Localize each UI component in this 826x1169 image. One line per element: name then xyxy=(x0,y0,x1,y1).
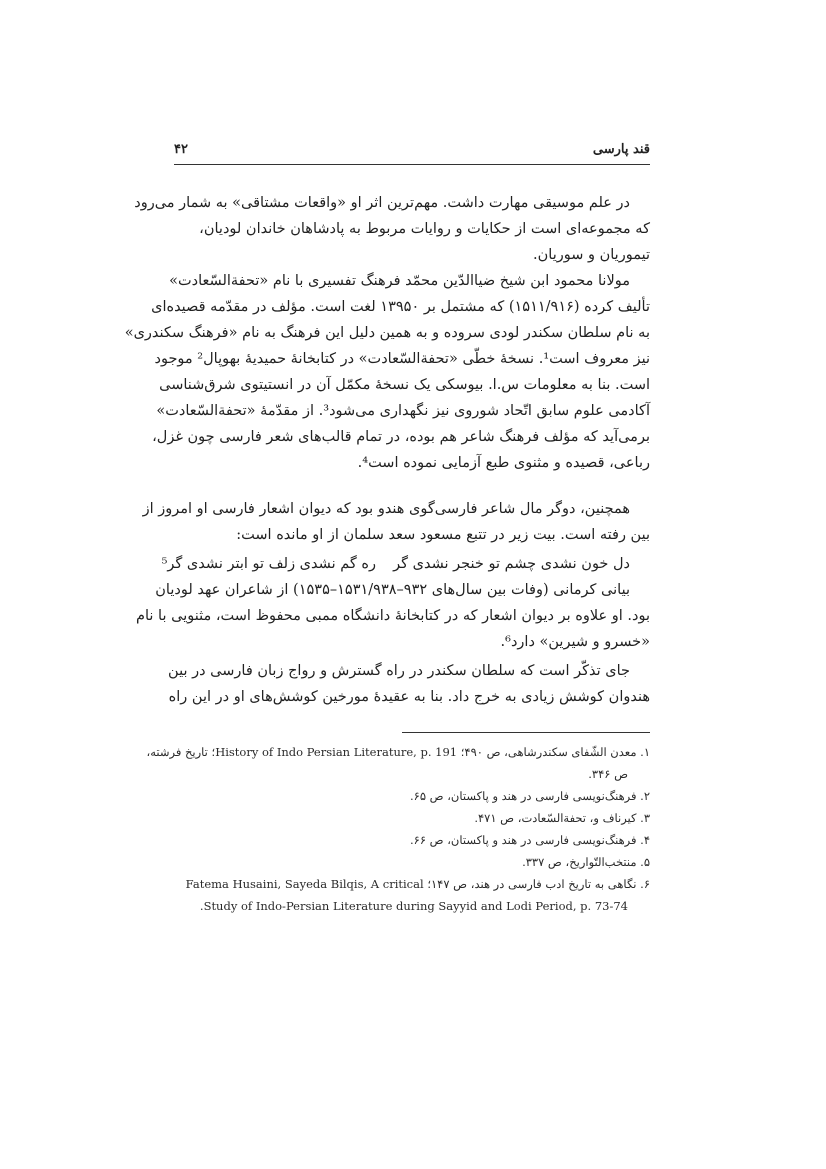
paragraph-line: «خسرو و شیرین» دارد⁶. xyxy=(500,634,650,650)
footnote: ۶. نگاهی به تاریخ ادب فارسی در هند، ص ۱۴۷؛ Fatema Husaini, Sayeda Bilqis, A critical xyxy=(185,877,650,891)
poem-verse xyxy=(161,551,630,577)
paragraph-line: تألیف کرده (۱۵۱۱/۹۱۶) که مشتمل بر ۱۳۹۵۰ لغت است. مؤلف در مقدّمه قصیده‌ای xyxy=(151,299,650,315)
paragraph-line: بیانی کرمانی (وفات بین سال‌های ۹۳۲–۱۵۳۱/۹۳۸–۱۵۳۵) از شاعران عهد لودیان xyxy=(155,582,630,598)
footnote-continuation: Study of Indo-Persian Literature during Sayyid and Lodi Period, p. 73-74. xyxy=(199,899,628,913)
book-title: قند پارسی xyxy=(592,142,650,157)
footnote: ۵. منتخب‌التّواریخ، ص ۳۳۷. xyxy=(522,855,650,869)
paragraph-line: بود. او علاوه بر دیوان اشعار که در کتابخانهٔ دانشگاه ممبی محفوظ است، مثنویی با نام xyxy=(136,608,650,624)
running-header xyxy=(174,142,650,165)
footnote: ۳. کیرناف و، تحفةالسّعادت، ص ۴۷۱. xyxy=(474,811,650,825)
paragraph-line: در علم موسیقی مهارت داشت. مهم‌ترین اثر او «واقعات مشتاقی» به شمار می‌رود xyxy=(134,195,630,211)
footnote: ۱. معدن الشّفای سکندرشاهی، ص ۴۹۰؛ History of Indo Persian Literature, p. 191؛ تاریخ فرشته، xyxy=(146,745,650,759)
paragraph-line: که مجموعه‌ای است از حکایات و روایات مربوط به پادشاهان خاندان لودیان، xyxy=(199,221,650,237)
paragraph-line: است. بنا به معلومات س.ا. بیوسکی یک نسخهٔ مکمّل آن در انستیتوی شرق‌شناسی xyxy=(159,377,650,393)
verse-hemistich-second: ره گم نشدی زلف تو ابتر نشدی گر⁵ xyxy=(161,556,376,572)
verse-hemistich-first: دل خون نشدی چشم تو خنجر نشدی گر xyxy=(393,556,630,572)
paragraph-line: به نام سلطان سکندر لودی سروده و به همین دلیل این فرهنگ به نام «فرهنگ سکندری» xyxy=(124,325,650,341)
paragraph-line: هندوان کوشش زیادی به خرج داد. بنا به عقیدهٔ مورخین کوشش‌های او در این راه xyxy=(168,689,650,705)
paragraph-line: مولانا محمود ابن شیخ ضیاالدّین محمّد فرهنگ تفسیری با نام «تحفةالسّعادت» xyxy=(169,273,630,289)
paragraph-line: نیز معروف است¹. نسخهٔ خطّی «تحفةالسّعادت» در کتابخانهٔ حمیدیهٔ بهوپال² موجود xyxy=(154,351,650,367)
footnote: ۲. فرهنگ‌نویسی فارسی در هند و پاکستان، ص ۶۵. xyxy=(409,789,650,803)
paragraph-line: برمی‌آید که مؤلف فرهنگ شاعر هم بوده، در تمام قالب‌های شعر فارسی چون غزل، xyxy=(152,429,650,445)
paragraph-line: آکادمی علوم سابق اتّحاد شوروی نیز نگهداری می‌شود³. از مقدّمهٔ «تحفةالسّعادت» xyxy=(156,403,650,419)
footnote: ۴. فرهنگ‌نویسی فارسی در هند و پاکستان، ص ۶۶. xyxy=(409,833,650,847)
paragraph-line: جای تذکّر است که سلطان سکندر در راه گسترش و رواج زبان فارسی در بین xyxy=(168,663,630,679)
paragraph-line: تیموریان و سوریان. xyxy=(533,247,650,263)
footnote-separator xyxy=(402,732,650,733)
paragraph-line: بین رفته است. بیت زیر در تتبع مسعود سعد سلمان از او مانده است: xyxy=(236,527,650,543)
paragraph-line: همچنین، دوگر مال شاعر فارسی‌گوی هندو بود که دیوان اشعار فارسی او امروز از xyxy=(142,501,630,517)
page-number: ۴۲ xyxy=(174,142,188,157)
footnote-continuation: ص ۳۴۶. xyxy=(588,767,628,781)
paragraph-line: رباعی، قصیده و مثنوی طبع آزمایی نموده است⁴. xyxy=(357,455,650,471)
